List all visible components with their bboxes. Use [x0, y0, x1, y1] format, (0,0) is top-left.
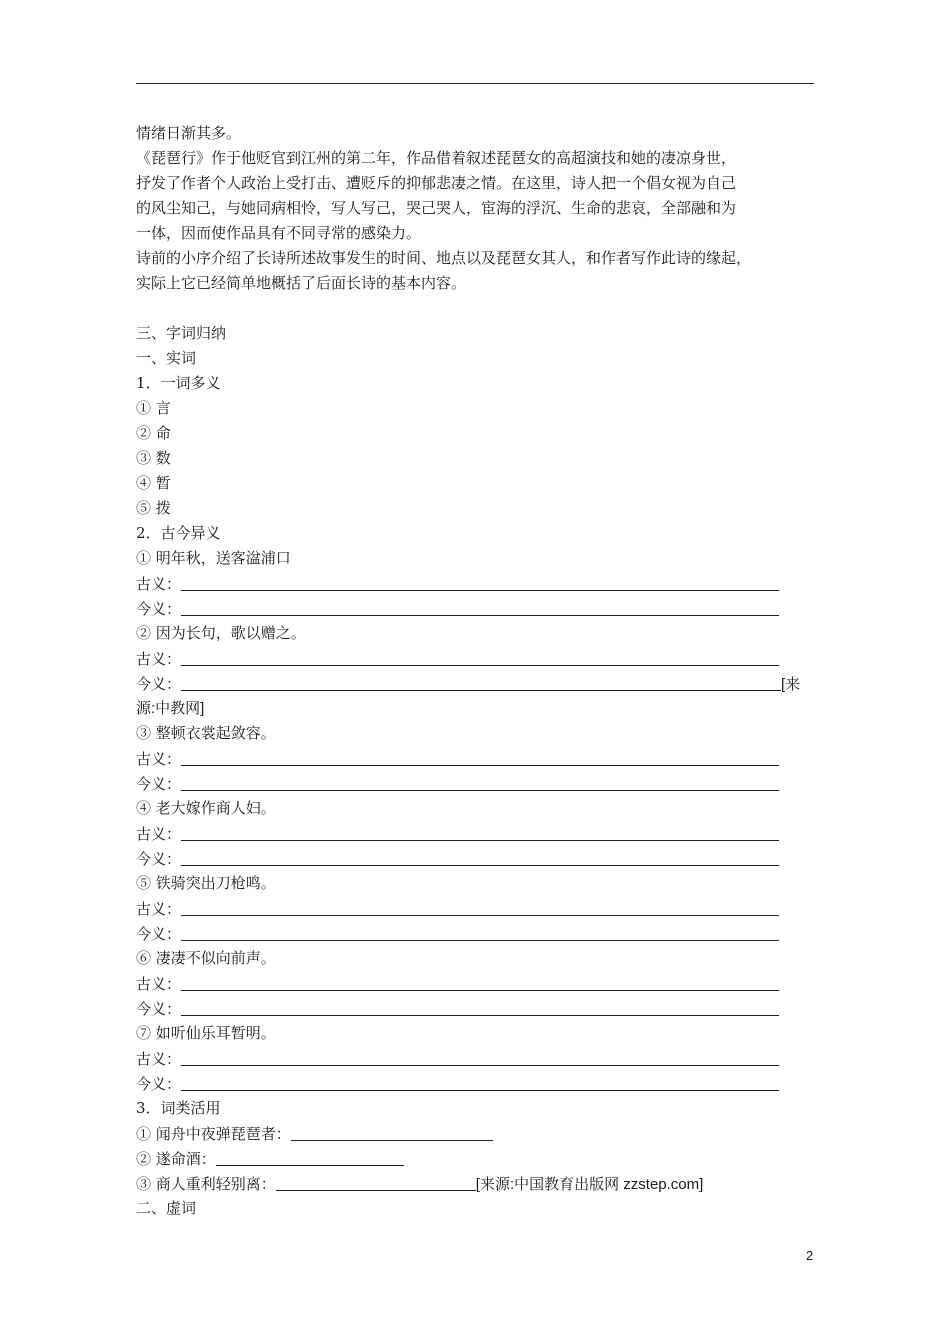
- ancient-meaning-row: [136, 896, 826, 921]
- ancient-label: 古义：: [136, 825, 182, 843]
- paragraph-line: 诗前的小序介绍了长诗所述故事发生的时间、地点以及琵琶女其人，和作者写作此诗的缘起，: [136, 249, 752, 267]
- answer-blank[interactable]: [181, 1073, 779, 1091]
- ancient-meaning-row: [136, 646, 826, 671]
- modern-label: 今义：: [136, 925, 182, 943]
- ancient-meaning-row: [136, 746, 826, 771]
- header-rule: [136, 83, 814, 84]
- modern-meaning-row: [136, 846, 826, 871]
- answer-blank[interactable]: [181, 823, 779, 841]
- modern-meaning-row: [136, 921, 826, 946]
- paragraph-line: 一体，因而使作品具有不同寻常的感染力。: [136, 224, 422, 242]
- part-heading: 二、虚词: [136, 1199, 197, 1217]
- ancient-modern-item: ④ 老大嫁作商人妇。: [136, 799, 276, 817]
- ancient-label: 古义：: [136, 1050, 182, 1068]
- ancient-modern-item: ③ 整顿衣裳起敛容。: [136, 724, 276, 742]
- paragraph-line: 情绪日渐其多。: [136, 124, 242, 142]
- usage-item: ① 闻舟中夜弹琵琶者：: [136, 1125, 291, 1143]
- ancient-label: 古义：: [136, 975, 182, 993]
- source-note: [来源:中国教育出版网 zzstep.com]: [475, 1176, 704, 1193]
- usage-row: [136, 1146, 826, 1171]
- answer-blank[interactable]: [181, 773, 779, 791]
- paragraph-line: 《琵琶行》作于他贬官到江州的第二年，作品借着叙述琵琶女的高超演技和她的凄凉身世，: [136, 149, 737, 167]
- modern-meaning-row: [136, 771, 826, 796]
- ancient-modern-item: ① 明年秋，送客湓浦口: [136, 549, 291, 567]
- usage-row: [136, 1171, 826, 1196]
- paragraph-line: 的风尘知己，与她同病相怜，写人写己，哭己哭人，宦海的浮沉、生命的悲哀，全部融和为: [136, 199, 737, 217]
- modern-label: 今义：: [136, 600, 182, 618]
- answer-blank[interactable]: [291, 1123, 493, 1141]
- page-number: 2: [806, 1248, 814, 1263]
- polysemy-item: ③ 数: [136, 449, 171, 467]
- ancient-label: 古义：: [136, 900, 182, 918]
- answer-blank[interactable]: [181, 1048, 779, 1066]
- modern-meaning-row: [136, 1071, 826, 1096]
- usage-row: [136, 1121, 826, 1146]
- document-body: [136, 121, 826, 1221]
- ancient-label: 古义：: [136, 575, 182, 593]
- usage-item: ③ 商人重利轻别离：: [136, 1175, 276, 1193]
- modern-meaning-row: [136, 596, 826, 621]
- source-note: 源:中教网]: [136, 700, 205, 717]
- modern-label: 今义：: [136, 850, 182, 868]
- answer-blank[interactable]: [181, 848, 779, 866]
- answer-blank[interactable]: [216, 1148, 404, 1166]
- ancient-meaning-row: [136, 571, 826, 596]
- paragraph-line: 抒发了作者个人政治上受打击、遭贬斥的抑郁悲凄之情。在这里，诗人把一个倡女视为自己: [136, 174, 737, 192]
- answer-blank[interactable]: [181, 998, 779, 1016]
- sub-heading: 3．词类活用: [136, 1099, 221, 1117]
- ancient-modern-item: ⑤ 铁骑突出刀枪鸣。: [136, 874, 276, 892]
- modern-label: 今义：: [136, 1075, 182, 1093]
- polysemy-item: ④ 暂: [136, 474, 171, 492]
- ancient-label: 古义：: [136, 650, 182, 668]
- modern-meaning-row: [136, 671, 826, 696]
- modern-label: 今义：: [136, 775, 182, 793]
- modern-label: 今义：: [136, 675, 182, 693]
- polysemy-item: ① 言: [136, 399, 171, 417]
- ancient-meaning-row: [136, 821, 826, 846]
- source-note: [来: [781, 676, 801, 693]
- polysemy-item: ② 命: [136, 424, 171, 442]
- answer-blank[interactable]: [181, 923, 779, 941]
- part-heading: 一、实词: [136, 349, 197, 367]
- modern-meaning-row: [136, 996, 826, 1021]
- ancient-meaning-row: [136, 1046, 826, 1071]
- answer-blank[interactable]: [181, 973, 779, 991]
- ancient-meaning-row: [136, 971, 826, 996]
- answer-blank[interactable]: [181, 648, 779, 666]
- answer-blank[interactable]: [181, 898, 779, 916]
- polysemy-item: ⑤ 拨: [136, 499, 171, 517]
- ancient-modern-item: ② 因为长句，歌以赠之。: [136, 624, 306, 642]
- sub-heading: 1．一词多义: [136, 374, 221, 392]
- usage-item: ② 遂命酒：: [136, 1150, 216, 1168]
- modern-label: 今义：: [136, 1000, 182, 1018]
- ancient-label: 古义：: [136, 750, 182, 768]
- ancient-modern-item: ⑥ 凄凄不似向前声。: [136, 949, 276, 967]
- paragraph-line: 实际上它已经简单地概括了后面长诗的基本内容。: [136, 274, 467, 292]
- answer-blank[interactable]: [276, 1173, 476, 1191]
- sub-heading: 2．古今异义: [136, 524, 221, 542]
- answer-blank[interactable]: [181, 673, 781, 691]
- answer-blank[interactable]: [181, 573, 779, 591]
- section-title: 三、字词归纳: [136, 324, 227, 342]
- answer-blank[interactable]: [181, 598, 779, 616]
- ancient-modern-item: ⑦ 如听仙乐耳暂明。: [136, 1024, 276, 1042]
- answer-blank[interactable]: [181, 748, 779, 766]
